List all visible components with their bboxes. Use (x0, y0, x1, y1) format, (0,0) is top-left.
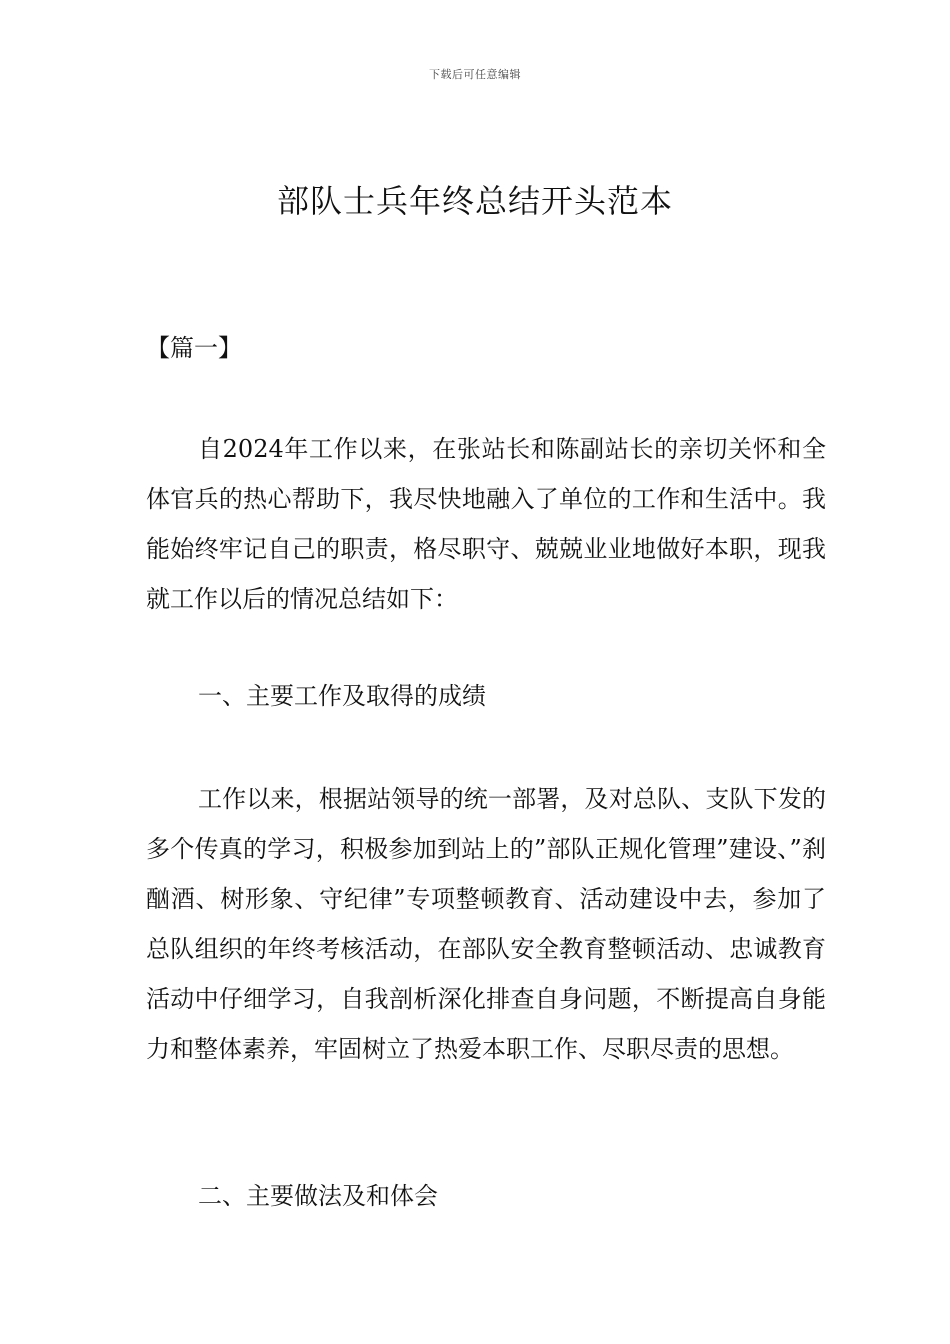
work-paragraph: 工作以来，根据站领导的统一部署，及对总队、支队下发的多个传真的学习，积极参加到站上的”部队正规化管理”建设、”刹酗酒、树形象、守纪律”专项整顿教育、活动建设中去，参加了总队组织的年终考核活动，在部队安全教育整顿活动、忠诚教育活动中仔细学习，自我剖析深化排查自身问题，不断提高自身能力和整体素养，牢固树立了热爱本职工作、尽职尽责的思想。 (146, 785, 826, 1063)
header-note: 下载后可任意编辑 (429, 68, 521, 81)
document-title: 部队士兵年终总结开头范本 (276, 182, 673, 220)
section-heading-1: 一、主要工作及取得的成绩 (198, 682, 486, 710)
intro-paragraph: 自2024年工作以来，在张站长和陈副站长的亲切关怀和全体官兵的热心帮助下，我尽快地融入了单位的工作和生活中。我能始终牢记自己的职责，格尽职守、兢兢业业地做好本职，现我就工作以后的情况总结如下： (146, 435, 826, 613)
section-label: 【篇一】 (146, 334, 242, 362)
section-heading-2: 二、主要做法及和体会 (198, 1182, 438, 1210)
